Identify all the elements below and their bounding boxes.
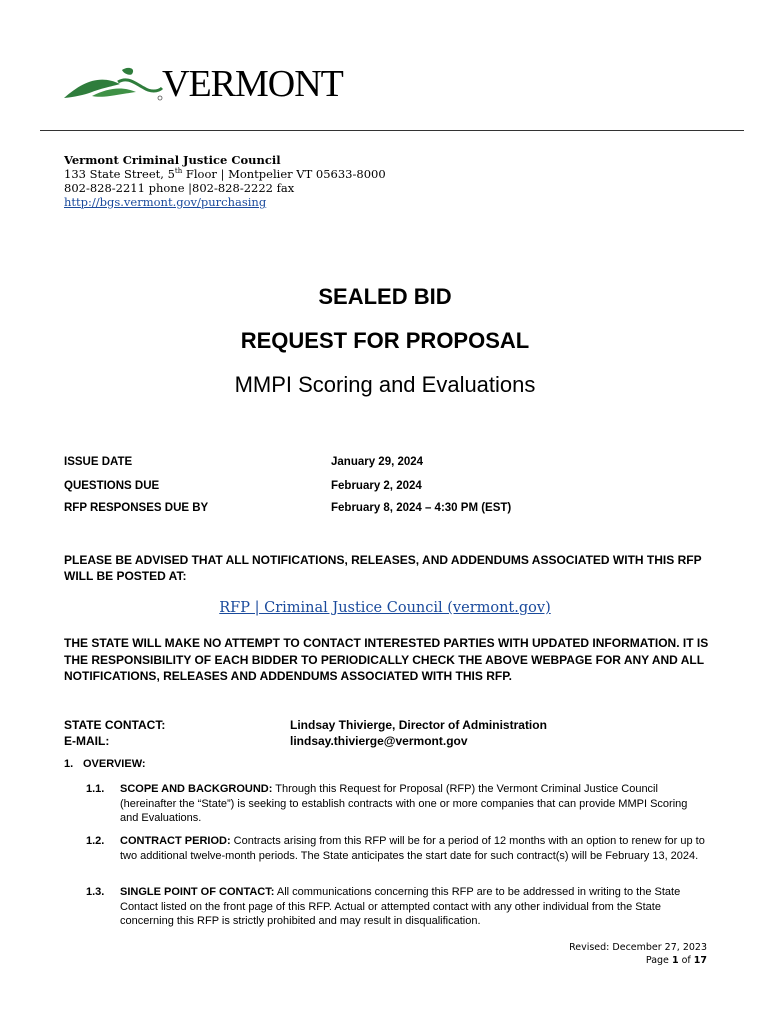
subsection-text: Through this Request for Proposal (RFP) the Vermont Criminal Justice Council (hereinafter the “State”) is seeking to establish contracts with one or more companies that can provide MMPI Scoring and Evaluations. [120, 783, 688, 824]
page-of: of [678, 955, 694, 966]
subsection-text: All communications concerning this RFP are to be addressed in writing to the State Contact listed on the front page of this RFP. Actual or attempted contact with any other individual from the State concerning this RFP is strictly prohibited and may result in disqualification. [120, 886, 681, 927]
title-rfp: REQUEST FOR PROPOSAL [240, 328, 530, 353]
subsection-number: 1.2. [86, 835, 105, 847]
subsection-number: 1.3. [86, 886, 105, 898]
subsection-number: 1.1. [86, 783, 105, 795]
page-prefix: Page [645, 955, 672, 966]
date-label: RFP RESPONSES DUE BY [64, 502, 209, 514]
section-title: OVERVIEW: [83, 758, 146, 770]
page-current: 1 [671, 955, 679, 966]
date-label: QUESTIONS DUE [64, 480, 160, 492]
org-address-pre: 133 State Street, 5 [64, 167, 175, 181]
notice-text: THE STATE WILL MAKE NO ATTEMPT TO CONTACT INTERESTED PARTIES WITH UPDATED INFORMATION. IT IS THE RESPONSIBILITY OF EACH BIDDER TO PERIODICALLY CHECK THE ABOVE WEBPAGE FOR ANY AND ALL NOTIFICATIONS, RELEASES AND ADDENDUMS ASSOCIATED WITH THIS RFP. [64, 636, 709, 683]
subsection-text: Contracts arising from this RFP will be for a period of 12 months with an option to renew for up to two additional twelve-month periods. The State anticipates the start date for such contract(s) will be February 13, 2024. [120, 835, 705, 862]
title-sealed-bid: SEALED BID [318, 284, 452, 309]
date-value: February 2, 2024 [331, 480, 422, 492]
header-divider [40, 130, 744, 131]
date-label: ISSUE DATE [64, 456, 133, 468]
vermont-logo [62, 62, 342, 110]
subsection-contract-period [86, 834, 706, 863]
date-value: February 8, 2024 – 4:30 PM (EST) [331, 502, 512, 514]
rfp-webpage-link[interactable]: RFP | Criminal Justice Council (vermont.gov) [219, 600, 551, 616]
org-address-post: Floor | Montpelier VT 05633-8000 [182, 167, 386, 181]
subsection-heading: CONTRACT PERIOD: [120, 835, 231, 847]
org-address-sup: th [174, 167, 183, 176]
page-total: 17 [693, 955, 707, 966]
org-address [64, 167, 386, 181]
state-contact-value: Lindsay Thivierge, Director of Administration [290, 718, 547, 732]
page-footer [569, 941, 707, 967]
org-address-block [64, 153, 386, 209]
revised-date: Revised: December 27, 2023 [569, 942, 707, 953]
subsection-heading: SINGLE POINT OF CONTACT: [120, 886, 275, 898]
section-number: 1. [64, 758, 74, 770]
subsection-heading: SCOPE AND BACKGROUND: [120, 783, 273, 795]
email-label: E-MAIL: [64, 734, 110, 748]
title-project: MMPI Scoring and Evaluations [234, 372, 536, 397]
purchasing-link[interactable]: http://bgs.vermont.gov/purchasing [64, 195, 267, 209]
subsection-scope [86, 782, 706, 826]
logo-wordmark: VERMONT [162, 63, 343, 105]
state-contact-label: STATE CONTACT: [64, 718, 166, 732]
page-number [569, 954, 707, 967]
email-value[interactable]: lindsay.thivierge@vermont.gov [290, 734, 468, 748]
advisory-text: PLEASE BE ADVISED THAT ALL NOTIFICATIONS, RELEASES, AND ADDENDUMS ASSOCIATED WITH THIS RFP WILL BE POSTED AT: [64, 553, 702, 583]
date-value: January 29, 2024 [331, 456, 424, 468]
org-name: Vermont Criminal Justice Council [64, 153, 281, 167]
subsection-single-point-of-contact [86, 885, 706, 929]
org-phone-fax: 802-828-2211 phone |802-828-2222 fax [64, 181, 295, 195]
